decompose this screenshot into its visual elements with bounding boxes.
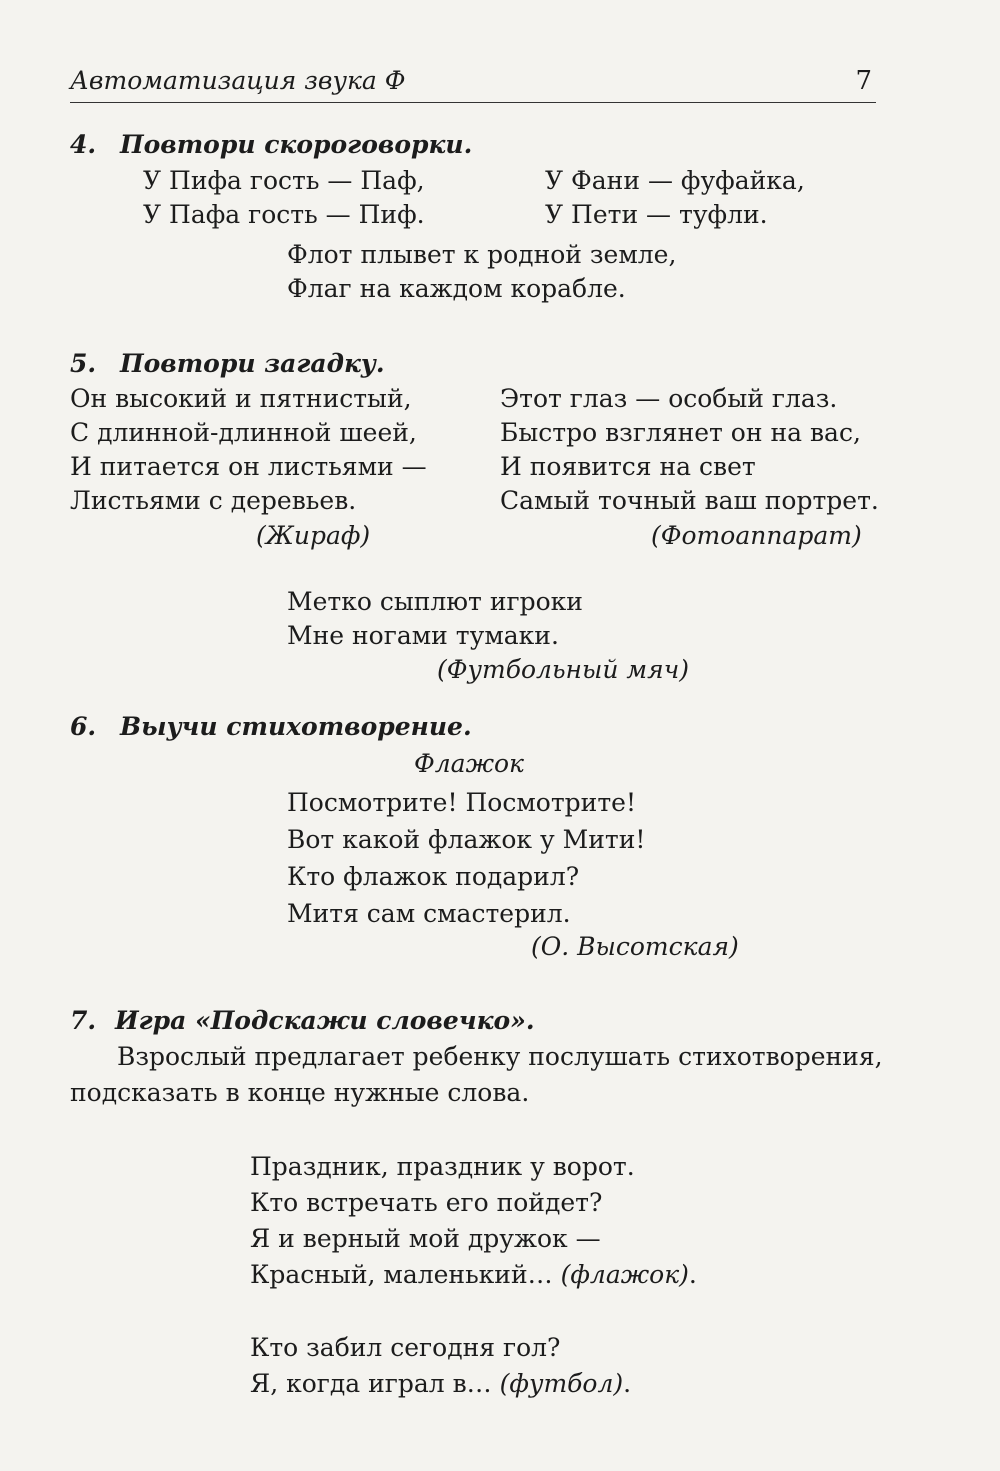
section-title: Повтори загадку.	[120, 349, 385, 378]
punctuation: .	[688, 1260, 697, 1289]
running-header	[70, 62, 876, 103]
verse-line: Мне ногами тумаки.	[287, 621, 559, 650]
answer-word: (флажок)	[560, 1260, 689, 1289]
poem-author: (О. Высотская)	[531, 932, 739, 961]
punctuation: .	[623, 1369, 632, 1398]
section-6-heading	[70, 712, 472, 741]
verse-line: Митя сам смастерил.	[287, 899, 571, 928]
riddle-answer: (Футбольный мяч)	[437, 655, 690, 684]
poem-goal	[250, 1330, 631, 1402]
poem-title: Флажок	[414, 749, 524, 778]
riddle-giraffe	[70, 382, 427, 518]
verse-line: Быстро взглянет он на вас,	[500, 418, 861, 447]
verse-line: Листьями с деревьев.	[70, 486, 357, 515]
section-number: 6.	[70, 712, 97, 741]
page-number: 7	[855, 66, 872, 96]
instruction-line: подсказать в конце нужные слова.	[70, 1078, 530, 1107]
tongue-twister-left	[143, 164, 425, 232]
verse-line: Кто забил сегодня гол?	[250, 1333, 561, 1362]
verse-line: Самый точный ваш портрет.	[500, 486, 879, 515]
poem-flag	[287, 784, 645, 932]
verse-line: У Фани — фуфайка,	[545, 166, 805, 195]
riddle-camera	[500, 382, 879, 518]
verse-line: Флот плывет к родной земле,	[287, 240, 677, 269]
verse-line: С длинной-длинной шеей,	[70, 418, 417, 447]
section-title: Выучи стихотворение.	[120, 712, 472, 741]
answer-word: (футбол)	[499, 1369, 624, 1398]
section-number: 7.	[70, 1006, 97, 1035]
running-title: Автоматизация звука Ф	[70, 66, 406, 95]
tongue-twister-center	[287, 238, 676, 306]
verse-line	[250, 1366, 631, 1402]
section-4-heading	[70, 130, 472, 159]
verse-line: У Пафа гость — Пиф.	[143, 200, 425, 229]
verse-line: Он высокий и пятнистый,	[70, 384, 412, 413]
tongue-twister-right	[545, 164, 805, 232]
riddle-ball	[287, 585, 583, 653]
verse-line: Флаг на каждом корабле.	[287, 274, 626, 303]
section-7-heading	[70, 1006, 535, 1035]
section-title: Повтори скороговорки.	[120, 130, 473, 159]
section-number: 5.	[70, 349, 97, 378]
verse-text: Я, когда играл в…	[250, 1369, 500, 1398]
verse-line: И появится на свет	[500, 452, 756, 481]
poem-holiday	[250, 1149, 697, 1293]
section-number: 4.	[70, 130, 97, 159]
verse-line	[250, 1257, 697, 1293]
instruction-line: Взрослый предлагает ребенку послушать стихотворения,	[117, 1042, 883, 1071]
verse-text: Красный, маленький…	[250, 1260, 561, 1289]
verse-line: Метко сыплют игроки	[287, 587, 583, 616]
verse-line: Праздник, праздник у ворот.	[250, 1152, 635, 1181]
verse-line: Вот какой флажок у Мити!	[287, 825, 646, 854]
verse-line: Кто встречать его пойдет?	[250, 1188, 603, 1217]
verse-line: Я и верный мой дружок —	[250, 1224, 601, 1253]
verse-line: Этот глаз — особый глаз.	[500, 384, 838, 413]
verse-line: Кто флажок подарил?	[287, 862, 580, 891]
section-5-heading	[70, 349, 385, 378]
verse-line: У Пети — туфли.	[545, 200, 768, 229]
verse-line: Посмотрите! Посмотрите!	[287, 788, 636, 817]
section-title: Игра «Подскажи словечко».	[115, 1006, 535, 1035]
verse-line: У Пифа гость — Паф,	[143, 166, 425, 195]
riddle-answer: (Фотоаппарат)	[651, 521, 862, 550]
riddle-answer: (Жираф)	[256, 521, 371, 550]
verse-line: И питается он листьями —	[70, 452, 427, 481]
